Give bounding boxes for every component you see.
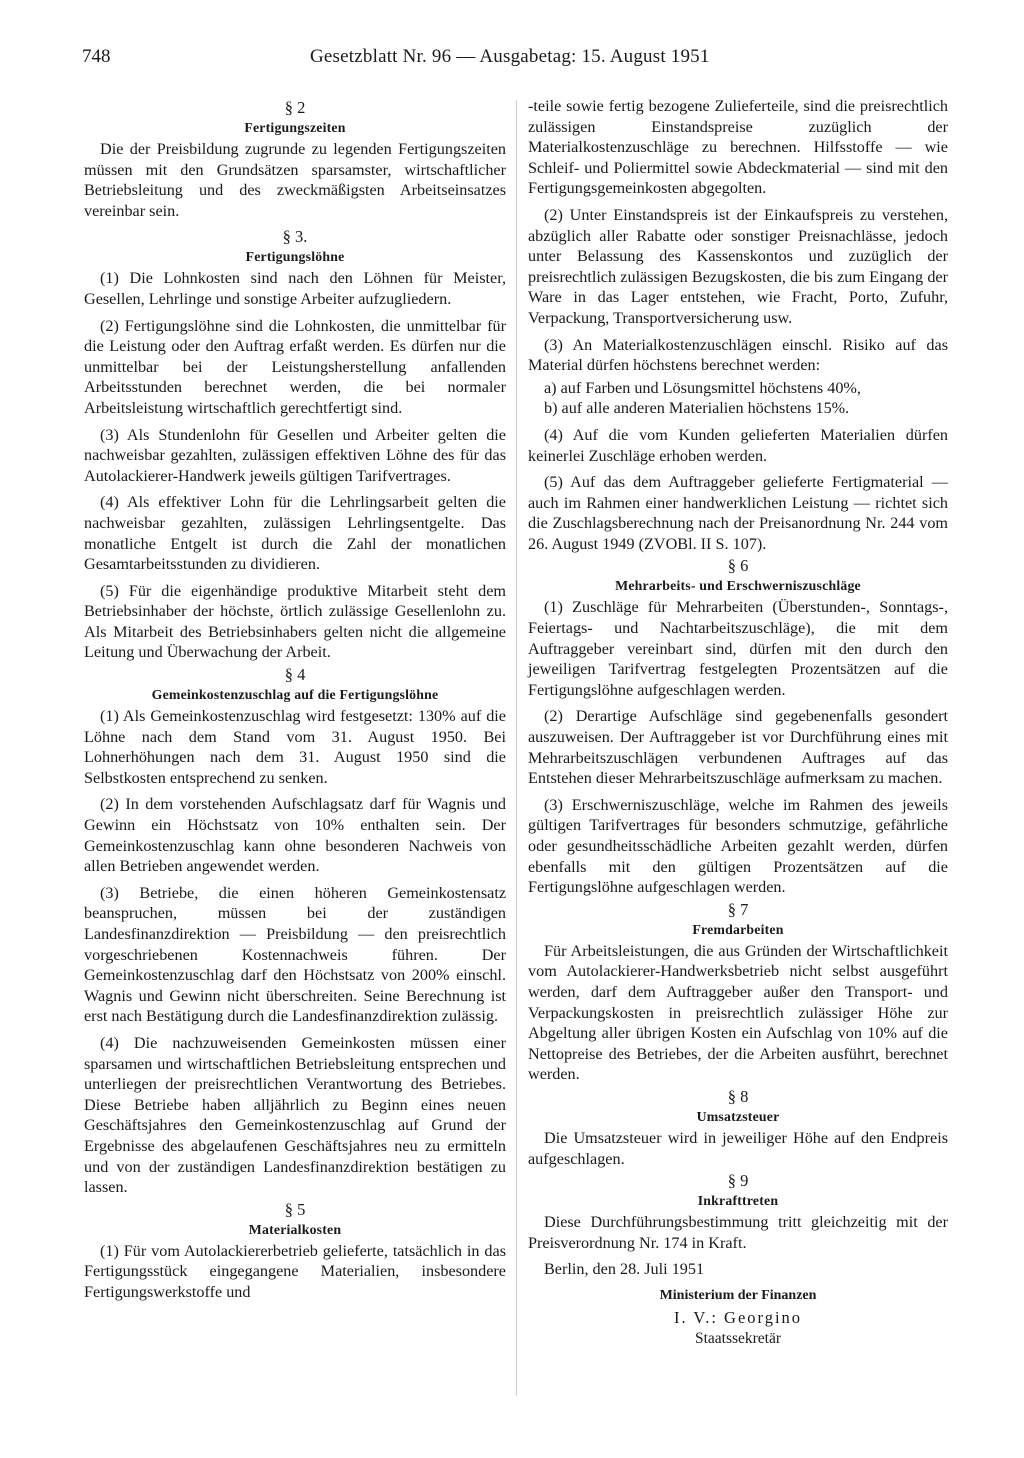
section-5-paragraph-3: (3) An Materialkostenzuschlägen einschl. Risiko auf das Material dürfen höchstens berechnet werden:: [528, 335, 948, 375]
section-9-heading: Inkrafttreten: [697, 1193, 779, 1209]
left-column: [84, 96, 506, 1309]
section-2-number: § 2: [284, 98, 306, 117]
section-6-heading: Mehrarbeits- und Erschwerniszuschläge: [615, 578, 861, 594]
section-6-number: § 6: [727, 556, 749, 576]
section-7-heading: Fremdarbeiten: [692, 921, 784, 937]
section-5-paragraph-5: (5) Auf das dem Auftraggeber gelieferte Fertigmaterial — auch im Rahmen einer handwerklichen Leistung — richtet sich die Zuschlagsberechnung nach der Preisanordnung Nr. 244 vom 26. August 1949 (ZVOBl. II S. 107).: [528, 473, 948, 553]
section-5-paragraph-4: (4) Auf die vom Kunden gelieferten Materialien dürfen keinerlei Zuschläge erhoben werden.: [528, 425, 948, 465]
section-4-paragraph-1: (1) Als Gemeinkostenzuschlag wird festgesetzt: 130% auf die Löhne nach dem Stand vom 31. August 1950. Bei Lohnerhöhungen nach dem 31. August 1950 sind die Selbstkosten entsprechend zu senken.: [84, 707, 506, 787]
section-8-number: § 8: [727, 1086, 749, 1106]
section-6-paragraph-1: (1) Zuschläge für Mehrarbeiten (Überstunden-, Sonntags-, Feiertags- und Nachtarbeitszuschläge), die mit dem Auftraggeber vereinbart sind, dürfen mit den durch den jeweiligen Tarifvertrag festgelegten Prozentsätzen auf die Fertigungslöhne aufgeschlagen werden.: [528, 598, 948, 699]
section-9-number: § 9: [727, 1171, 749, 1191]
section-6-paragraph-2: (2) Derartige Aufschläge sind gegebenenfalls gesondert auszuweisen. Der Auftraggeber ist vor Durchführung eines mit Mehrarbeitszuschlägen verbundenen Auftrages auf das Entstehen dieser Mehrarbeitszuschläge aufmerksam zu machen.: [528, 707, 948, 788]
section-6-paragraph-3: (3) Erschwerniszuschläge, welche im Rahmen des jeweils gültigen Tarifvertrages für besonders schmutzige, gefährliche oder gesundheitsschädliche Arbeiten gezahlt werden, dürfen ebenfalls mit den gültigen Prozentsätzen auf die Fertigungslöhne aufgeschlagen werden.: [528, 795, 948, 897]
signatory-name: I. V.: Georgino: [673, 1307, 803, 1327]
section-5-heading: Materialkosten: [248, 1221, 342, 1237]
section-4-heading: Gemeinkostenzuschlag auf die Fertigungslöhne: [151, 687, 439, 703]
section-9-paragraph: Diese Durchführungsbestimmung tritt gleichzeitig mit der Preisverordnung Nr. 174 in Kraft.: [528, 1213, 948, 1252]
section-5-paragraph-1: (1) Für vom Autolackiererbetrieb gelieferte, tatsächlich in das Fertigungsstück eingegangene Materialien, insbesondere Fertigungswerkstoffe und: [84, 1241, 506, 1301]
column-divider: [516, 100, 517, 1396]
section-3-paragraph-5: (5) Für die eigenhändige produktive Mitarbeit steht dem Betriebsinhaber der höchste, örtlich zulässige Gesellenlohn zu. Als Mitarbeit des Betriebsinhabers gelten nicht die allgemeine Leitung und Überwachung der Arbeit.: [84, 581, 506, 662]
section-3-number: § 3.: [282, 227, 308, 247]
section-5-number: § 5: [284, 1199, 306, 1219]
section-7-number: § 7: [727, 899, 749, 919]
section-5-item-b: b) auf alle anderen Materialien höchstens 15%.: [544, 399, 850, 418]
section-2-paragraph: Die der Preisbildung zugrunde zu legenden Fertigungszeiten müssen mit den Grundsätzen sparsamster, wirtschaftlicher Betriebsleitung und des zweckmäßigsten Arbeitseinsatzes vereinbar sein.: [84, 140, 506, 220]
place-and-date: Berlin, den 28. Juli 1951: [544, 1260, 705, 1279]
section-3-paragraph-1: (1) Die Lohnkosten sind nach den Löhnen für Meister, Gesellen, Lehrlinge und sonstige Arbeiter aufzugliedern.: [84, 269, 506, 308]
page-header: [82, 40, 982, 74]
section-7-paragraph: Für Arbeitsleistungen, die aus Gründen der Wirtschaftlichkeit vom Autolackierer-Handwerksbetrieb nicht selbst ausgeführt werden, darf dem Auftraggeber außer den Transport- und Verpackungskosten in preisrechtlich zulässiger Höhe zur Abgeltung aller übrigen Kosten ein Aufschlag von 10% auf die Nettopreise des Betriebes, der die Arbeiten ausführt, berechnet werden.: [528, 941, 948, 1084]
section-8-paragraph: Die Umsatzsteuer wird in jeweiliger Höhe auf den Endpreis aufgeschlagen.: [528, 1128, 948, 1168]
right-column: [528, 96, 948, 1349]
section-5-paragraph-2: (2) Unter Einstandspreis ist der Einkaufspreis zu verstehen, abzüglich aller Rabatte oder sonstiger Preisnachlässe, jedoch unter Belassung des Kassenskontos und zuzüglich der preisrechtlich zulässigen Bezugskosten, die bis zum Eingang der Ware in das Lager entstehen, wie Fracht, Porto, Zufuhr, Verpackung, Transportversicherung usw.: [528, 205, 948, 327]
section-4-number: § 4: [284, 665, 306, 685]
section-3-heading: Fertigungslöhne: [245, 249, 345, 265]
page-number: 748: [82, 46, 111, 67]
section-4-paragraph-2: (2) In dem vorstehenden Aufschlagsatz darf für Wagnis und Gewinn ein Höchstsatz von 10% enthalten sein. Der Gemeinkostenzuschlag kann ohne besonderen Nachweis von allen Betrieben angewendet werden.: [84, 795, 506, 876]
section-3-paragraph-4: (4) Als effektiver Lohn für die Lehrlingsarbeit gelten die nachweisbar gezahlten, zulässigen Lehrlingsentgelte. Das monatliche Entgelt ist durch die Zahl der monatlichen Gesamtarbeitsstunden zu dividieren.: [84, 493, 506, 574]
section-2-heading: Fertigungszeiten: [244, 120, 346, 135]
section-5-item-a: a) auf Farben und Lösungsmittel höchstens 40%,: [544, 378, 861, 397]
section-4-paragraph-4: (4) Die nachzuweisenden Gemeinkosten müssen einer sparsamen und wirtschaftlichen Betriebsleitung entsprechen und unterliegen der preisrechtlichen Verantwortung des Betriebes. Diese Betriebe haben alljährlich zu Beginn eines neuen Geschäftsjahres den Gemeinkostenzuschlag auf Grund der Ergebnisse des abgelaufenen Geschäftsjahres neu zu ermitteln und von der zuständigen Landesfinanzdirektion bestätigen zu lassen.: [84, 1033, 506, 1197]
signing-ministry: Ministerium der Finanzen: [659, 1287, 817, 1303]
gazette-header-title: Gesetzblatt Nr. 96 — Ausgabetag: 15. August 1951: [310, 46, 710, 67]
section-3-paragraph-2: (2) Fertigungslöhne sind die Lohnkosten, die unmittelbar für die Leistung oder den Auftrag erfaßt werden. Es dürfen nur die unmittelbar bei der Leistungsherstellung anfallenden Arbeitsstunden berechnet werden, die bei normaler Arbeitsleistung wirtschaftlich gerechtfertigt sind.: [84, 316, 506, 417]
section-5-paragraph-1-continued: -teile sowie fertig bezogene Zulieferteile, sind die preisrechtlich zulässigen Einstandspreise zuzüglich der Materialkostenzuschläge zu berechnen. Hilfsstoffe — wie Schleif- und Poliermittel sowie Abdeckmaterial — sind mit den Fertigungsgemeinkosten abgegolten.: [528, 97, 948, 198]
section-8-heading: Umsatzsteuer: [696, 1108, 780, 1124]
section-3-paragraph-3: (3) Als Stundenlohn für Gesellen und Arbeiter gelten die nachweisbar gezahlten, zulässigen effektiven Löhne des für das Autolackierer-Handwerk jeweils gültigen Tarifvertrages.: [84, 425, 506, 485]
section-4-paragraph-3: (3) Betriebe, die einen höheren Gemeinkostensatz beanspruchen, müssen bei der zuständigen Landesfinanzdirektion — Preisbildung — den preisrechtlich vorgeschriebenen Kostennachweis führen. Der Gemeinkostenzuschlag darf den Höchstsatz von 200% einschl. Wagnis und Gewinn nicht überschreiten. Seine Berechnung ist erst nach Bestätigung durch die Landesfinanzdirektion zulässig.: [84, 883, 506, 1026]
signatory-title: Staatssekretär: [694, 1329, 782, 1347]
